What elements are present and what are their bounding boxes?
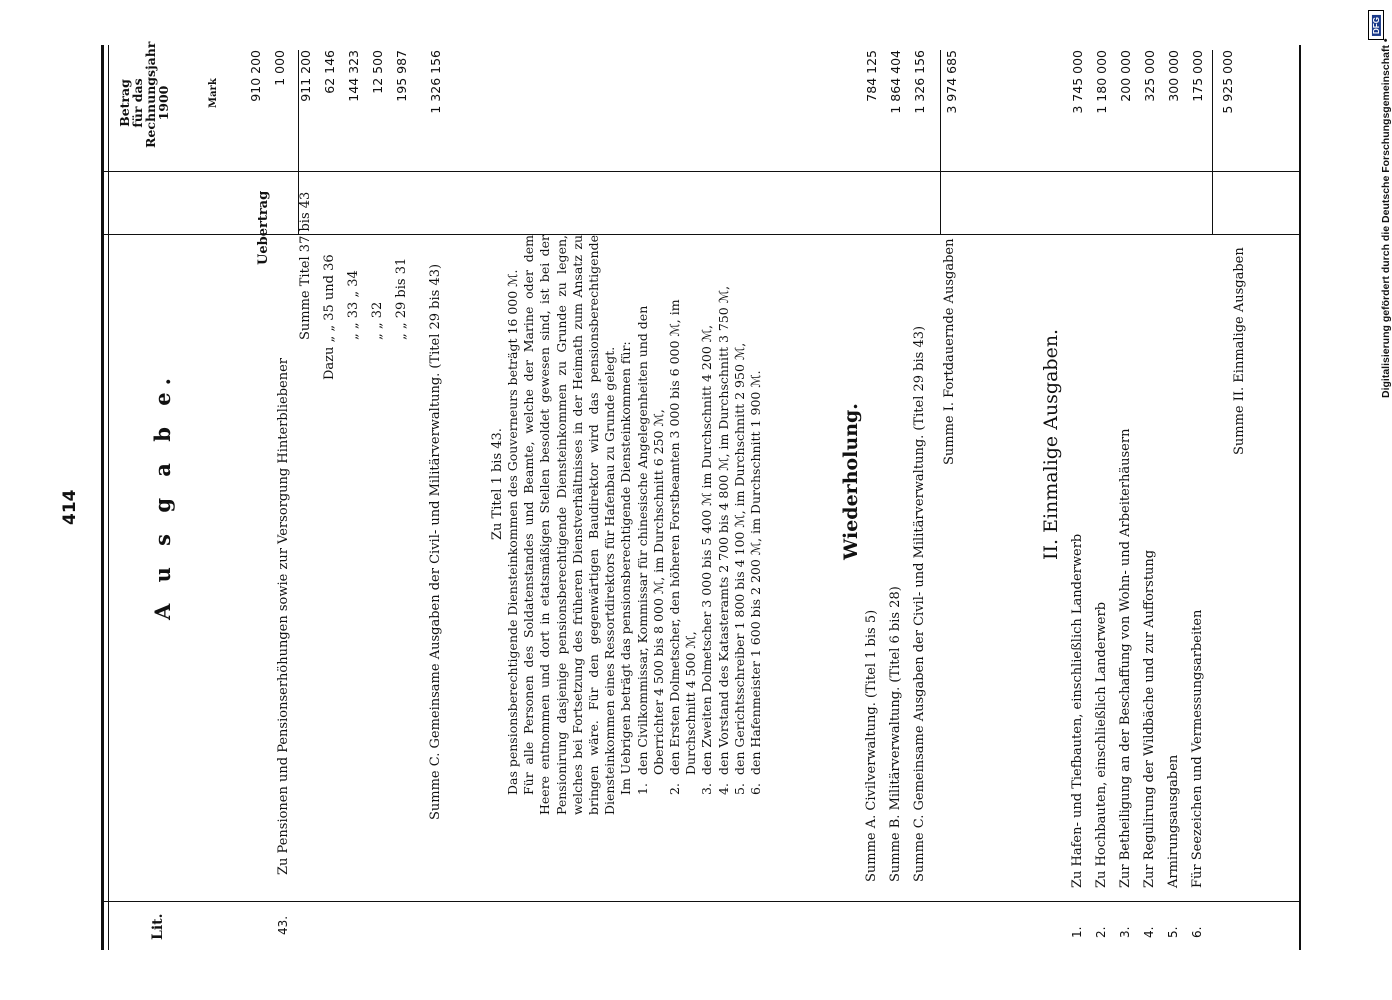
notes-list-number: 2. <box>667 783 683 795</box>
notes-list-text: den Zweiten Dolmetscher 3 000 bis 5 400 ℳ im Durchschnitt 4 200 ℳ, <box>699 324 715 775</box>
amount-header <box>117 41 171 148</box>
summe-row-label: „ „ 29 bis 31 <box>394 257 409 340</box>
summe-row-label: „ „ 32 <box>370 301 385 340</box>
recap-row-amount: 1 326 156 <box>912 50 927 114</box>
notes-list-item <box>732 235 748 815</box>
amount-subtotal-rule-3 <box>940 50 941 235</box>
section2-lit: 1. <box>1070 926 1084 938</box>
table-right-rule <box>1299 45 1301 950</box>
title43-text: Zu Pensionen und Pensionserhöhungen sowie zur Versorgung Hinterbliebener <box>276 357 291 875</box>
amount-header-line-3: Rechnungsjahr <box>143 41 158 148</box>
notes-list-text: den Gerichtsschreiber 1 800 bis 4 100 ℳ, im Durchschnitt 2 950 ℳ, <box>731 342 747 775</box>
summe-row-amount: 62 146 <box>322 50 337 94</box>
section2-row-amount: 200 000 <box>1118 50 1133 102</box>
amount-header-line-1: Betrag <box>117 79 132 127</box>
summe-row-label: Summe Titel 37 bis 43 <box>298 191 313 340</box>
section2-row-label: Zu Hochbauten, einschließlich Landerwerb <box>1094 601 1109 888</box>
recap-row-label: Summe A. Civilverwaltung. (Titel 1 bis 5) <box>864 609 879 882</box>
summe-row-amount: 12 500 <box>370 50 385 94</box>
notes-list-item <box>667 235 699 815</box>
summe-row-label: Dazu „ „ 35 und 36 <box>322 254 337 380</box>
uebertrag-amount: 910 200 <box>248 50 263 102</box>
amount-header-line-4: 1900 <box>156 85 171 121</box>
header-divider <box>104 171 1299 172</box>
summe-c-label: Summe C. Gemeinsame Ausgaben der Civil- und Militärverwaltung. (Titel 29 bis 43) <box>428 263 443 820</box>
uebertrag-label: Uebertrag <box>256 190 271 265</box>
notes-block <box>505 235 764 815</box>
summe-row-label: „ „ 33 „ 34 <box>346 270 361 340</box>
watermark-text: Digitalisierung gefördert durch die Deutsche Forschungsgemeinschaft • <box>1380 38 1392 398</box>
section2-lit: 3. <box>1118 926 1132 938</box>
notes-list-number: 1. <box>634 783 650 795</box>
notes-list-item <box>635 235 667 815</box>
page-number: 414 <box>60 489 80 525</box>
section2-total-label: Summe II. Einmalige Ausgaben <box>1232 247 1247 455</box>
lit-column-divider <box>104 901 1299 902</box>
notes-paragraph-1: Das pensionsberechtigende Diensteinkommen des Gouverneurs beträgt 16 000 ℳ. <box>505 269 520 795</box>
notes-heading: Zu Titel 1 bis 43. <box>490 428 505 540</box>
notes-list-item <box>699 235 715 815</box>
lit-43: 43. <box>276 915 290 935</box>
summe-row-amount: 144 323 <box>346 50 361 102</box>
title43-amount: 1 000 <box>272 50 287 86</box>
amount-subtotal-rule-2 <box>1212 50 1213 235</box>
section2-row-amount: 325 000 <box>1142 50 1157 102</box>
amount-header-line-2: für das <box>130 78 145 128</box>
section2-lit: 2. <box>1094 926 1108 938</box>
section2-lit: 5. <box>1166 926 1180 938</box>
summe-row-amount: 911 200 <box>298 50 313 102</box>
section2-heading: II. Einmalige Ausgaben. <box>1040 328 1062 560</box>
notes-list-number: 6. <box>748 783 764 795</box>
section2-row-label: Zur Betheiligung an der Beschaffung von Wohn- und Arbeiterhäusern <box>1118 428 1133 888</box>
notes-paragraph-3: Im Uebrigen beträgt das pensionsberechtigende Diensteinkommen für: <box>618 341 634 795</box>
section2-lit: 6. <box>1190 926 1204 938</box>
watermark <box>1366 10 1392 410</box>
recap-row-label: Summe C. Gemeinsame Ausgaben der Civil- und Militärverwaltung. (Titel 29 bis 43) <box>912 325 927 882</box>
section2-row-amount: 3 745 000 <box>1070 50 1085 114</box>
table-left-rule-thin <box>108 45 109 950</box>
notes-list-number: 4. <box>715 783 731 795</box>
section2-row-amount: 300 000 <box>1166 50 1181 102</box>
section2-row-label: Zur Regulirung der Wildbäche und zur Aufforstung <box>1142 549 1157 888</box>
page-title: A u s g a b e. <box>150 371 175 620</box>
recap-total-amount: 3 974 685 <box>944 50 959 114</box>
recap-total-label: Summe I. Fortdauernde Ausgaben <box>942 238 957 465</box>
recap-row-amount: 1 864 404 <box>888 50 903 114</box>
notes-list-item <box>716 235 732 815</box>
section2-total-amount: 5 925 000 <box>1220 50 1235 114</box>
notes-list-text: den Vorstand des Katasteramts 2 700 bis 4 800 ℳ, im Durchschnitt 3 750 ℳ, <box>715 285 731 775</box>
section2-row-amount: 175 000 <box>1190 50 1205 102</box>
lit-header: Lit. <box>150 913 166 940</box>
summe-c-amount: 1 326 156 <box>428 50 443 114</box>
notes-list-number: 5. <box>731 783 747 795</box>
recap-row-label: Summe B. Militärverwaltung. (Titel 6 bis 28) <box>888 586 903 882</box>
table-left-rule <box>101 45 104 950</box>
notes-list-text: den Civilkommissar, Kommissar für chinesische Angelegenheiten und den Oberrichter 4 500 bis 8 000 ℳ, im Durchschnitt 6 250 ℳ, <box>634 305 666 775</box>
section2-row-label: Armirungsausgaben <box>1166 754 1181 888</box>
summe-row-amount: 195 987 <box>394 50 409 102</box>
section2-row-label: Für Seezeichen und Vermessungsarbeiten <box>1190 609 1205 888</box>
unit-label: Mark <box>208 78 219 108</box>
notes-list-number: 3. <box>699 783 715 795</box>
notes-paragraph-2: Für alle Personen des Soldatenstandes und Beamte, welche der Marine oder dem Heere entnommen und dort in etatsmäßigen Stellen besoldet gewesen sind, ist bei der Pensionirung dasjenige pensionsberechtigende Diensteinkommen zu Grunde zu legen, welches bei Fortsetzung des früheren Dienstverhältnisses in der Heimath zum Ansatz zu bringen wäre. Für den gegenwärtigen Baudirektor wird das pensionsberechtigende Diensteinkommen eines Ressortdirektors für Hafenbau zu Grunde gelegt. <box>521 235 618 815</box>
dfg-logo: DFG <box>1368 10 1384 40</box>
notes-list-text: den Ersten Dolmetscher, den höheren Forstbeamten 3 000 bis 6 000 ℳ, im Durchschnitt 4 500 ℳ, <box>667 299 699 775</box>
section2-lit: 4. <box>1142 926 1156 938</box>
notes-list-text: den Hafenmeister 1 600 bis 2 200 ℳ, im Durchschnitt 1 900 ℳ. <box>748 370 764 775</box>
section2-row-amount: 1 180 000 <box>1094 50 1109 114</box>
recap-row-amount: 784 125 <box>864 50 879 102</box>
notes-list-item <box>748 235 764 815</box>
section2-row-label: Zu Hafen- und Tiefbauten, einschließlich Landerwerb <box>1070 533 1085 888</box>
recap-heading: Wiederholung. <box>840 403 862 560</box>
